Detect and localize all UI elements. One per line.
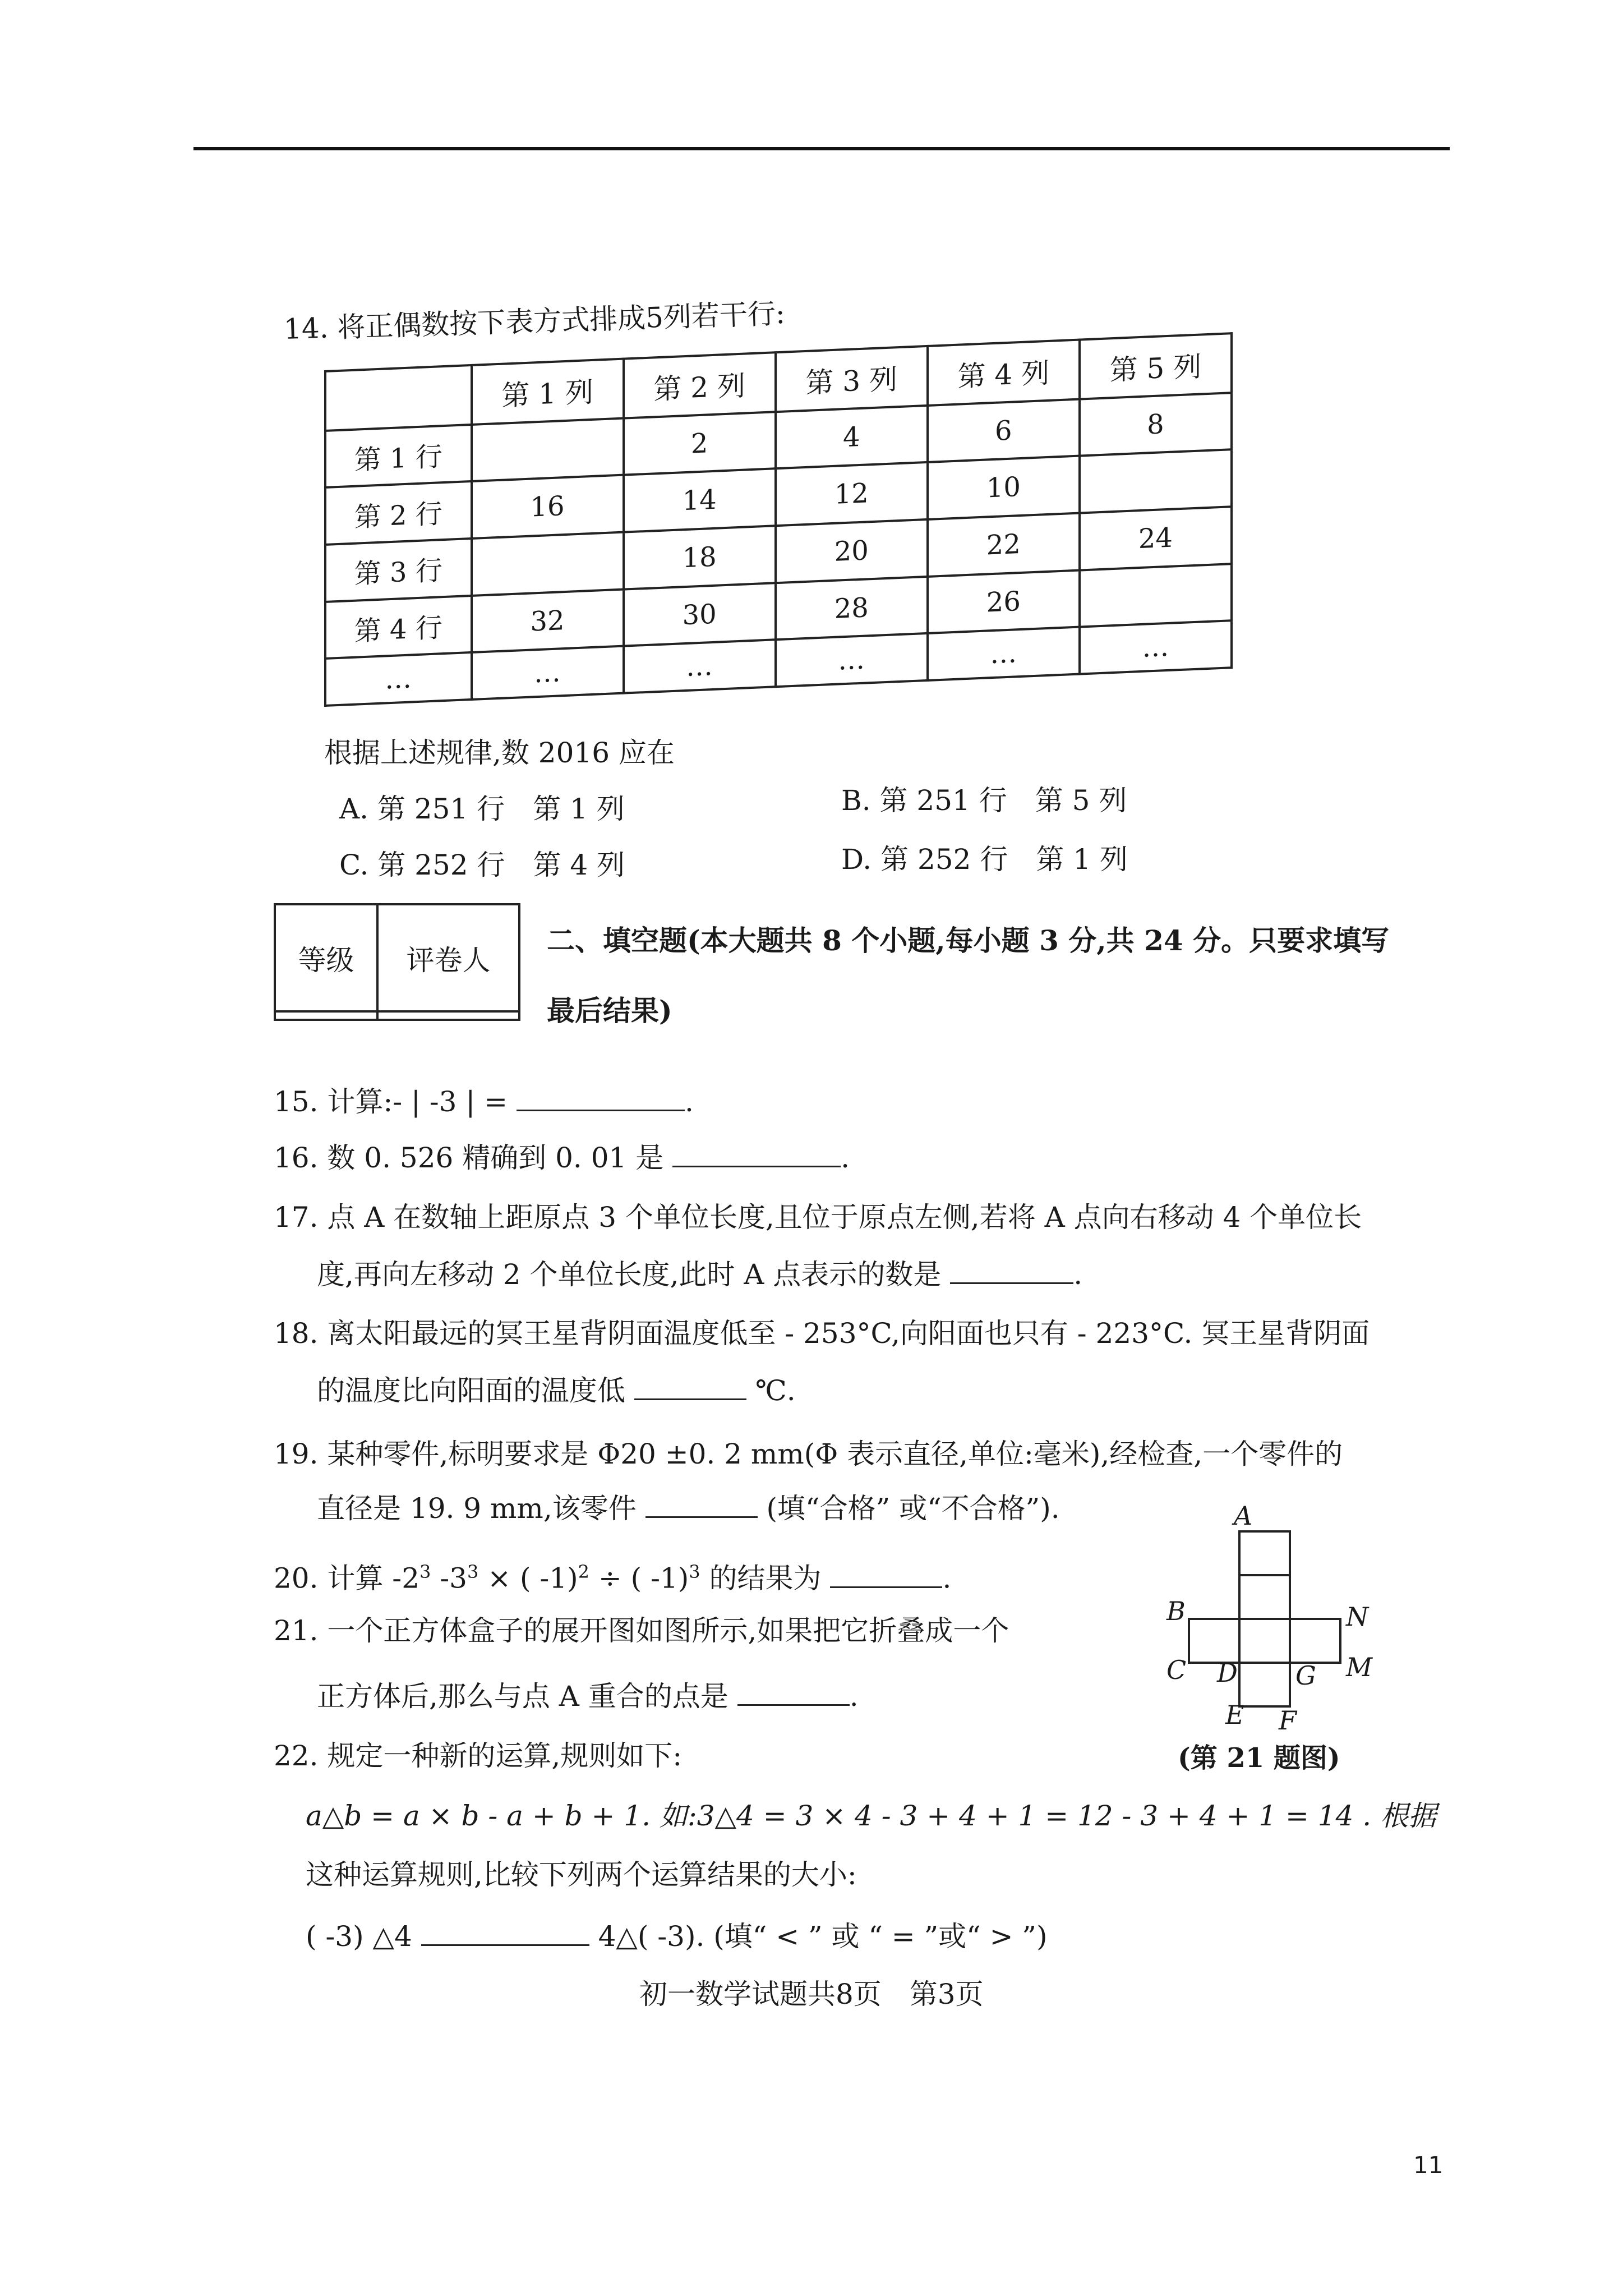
q15: 15. 计算:- | -3 | = . (274, 1083, 694, 1120)
q20-part: ÷ ( -1) (589, 1562, 689, 1595)
net-label-f: F (1279, 1705, 1297, 1736)
q19-hint: (填“合格” 或“不合格”). (766, 1492, 1060, 1525)
q20-part: 20. 计算 -2 (274, 1562, 420, 1595)
q15-answer-blank[interactable] (517, 1083, 685, 1111)
q21-answer-blank[interactable] (737, 1677, 850, 1706)
page-footer: 初一数学试题共8页 第3页 (639, 1978, 984, 2010)
q14-option-b: B. 第 251 行 第 5 列 (841, 784, 1127, 817)
table-cell: … (1080, 621, 1232, 674)
q16-text: 16. 数 0. 526 精确到 0. 01 是 (274, 1142, 664, 1174)
q20: 20. 计算 $-2^3$ $-3^3$ × ( -1)$^2$ ÷ ( -1)$^3$ 的结果为 . (274, 1554, 951, 1596)
q18-answer-blank[interactable] (634, 1372, 746, 1400)
table-cell: 28 (776, 577, 928, 640)
table-cell: 6 (928, 399, 1080, 462)
q20-answer-blank[interactable] (830, 1559, 942, 1588)
table-cell: 20 (776, 519, 928, 583)
table-cell: 第 1 行 (325, 425, 472, 488)
net-label-n: N (1346, 1602, 1369, 1632)
q16-answer-blank[interactable] (672, 1139, 841, 1167)
table-cell: 第 2 行 (325, 481, 472, 545)
q20-part: -3 (431, 1562, 467, 1595)
table-cell: 第 3 行 (325, 539, 472, 602)
table-cell: 24 (1080, 507, 1232, 570)
table-cell (472, 418, 624, 481)
table-header-cell: 第 2 列 (624, 352, 776, 418)
q22-expr-right: 4△( -3). (填“ < ” 或 “ = ”或“ > ”) (598, 1920, 1048, 1953)
table-cell: 26 (928, 570, 1080, 633)
q15-text: 15. 计算:- | -3 | = (274, 1085, 508, 1118)
grading-level-field[interactable] (275, 1011, 377, 1020)
table-cell (1080, 450, 1232, 513)
q22-line1: 22. 规定一种新的运算,规则如下: (274, 1740, 683, 1772)
q20-exponent: 2 (578, 1561, 589, 1582)
q22-expr-left: ( -3) △4 (306, 1920, 412, 1953)
table-cell: 10 (928, 456, 1080, 519)
table-header-cell: 第 3 列 (776, 346, 928, 412)
net-label-c: C (1166, 1655, 1187, 1685)
table-cell: 4 (776, 406, 928, 469)
grading-level-label: 等级 (275, 904, 377, 1011)
q19-line2 (317, 1489, 1060, 1526)
table-cell: 2 (624, 412, 776, 475)
q19-text: 直径是 19. 9 mm,该零件 (317, 1492, 637, 1525)
net-label-d: D (1217, 1658, 1238, 1688)
table-cell (1080, 564, 1232, 627)
q14-title: 14. 将正偶数按下表方式排成5列若干行: (283, 297, 786, 346)
table-cell: 18 (624, 526, 776, 589)
table-cell: 14 (624, 469, 776, 532)
q16: 16. 数 0. 526 精确到 0. 01 是 . (274, 1139, 850, 1176)
table-header-cell: 第 1 列 (472, 359, 624, 425)
q17-line1: 17. 点 A 在数轴上距原点 3 个单位长度,且位于原点左侧,若将 A 点向右移动 4 个单位长 (274, 1201, 1362, 1234)
table-cell (472, 532, 624, 596)
q14-option-c: C. 第 252 行 第 4 列 (339, 849, 625, 881)
q18-line2 (317, 1372, 796, 1409)
top-rule (193, 147, 1450, 150)
table-header-cell: 第 4 列 (928, 340, 1080, 406)
page-number: 11 (1413, 2151, 1444, 2179)
q22-line3: 这种运算规则,比较下列两个运算结果的大小: (306, 1858, 857, 1891)
net-label-m: M (1346, 1652, 1373, 1682)
cube-net-diagram (1155, 1503, 1391, 1767)
table-cell: … (472, 646, 624, 700)
q20-part: 的结果为 (700, 1562, 822, 1595)
q17-text: 度,再向左移动 2 个单位长度,此时 A 点表示的数是 (317, 1258, 942, 1291)
table-cell: 12 (776, 462, 928, 526)
grading-grader-label: 评卷人 (377, 904, 519, 1011)
grading-grader-field[interactable] (377, 1011, 519, 1020)
net-label-g: G (1295, 1660, 1316, 1691)
table-cell: 30 (624, 583, 776, 646)
q18-unit: ℃. (755, 1374, 796, 1407)
table-cell: … (928, 627, 1080, 680)
table-cell: 22 (928, 513, 1080, 577)
q20-exponent: 3 (419, 1561, 431, 1582)
q18-line1: 18. 离太阳最远的冥王星背阴面温度低至 - 253°C,向阳面也只有 - 223°C. 冥王星背阴面 (274, 1317, 1370, 1350)
q14-option-a: A. 第 251 行 第 1 列 (339, 793, 625, 825)
q21-line1: 21. 一个正方体盒子的展开图如图所示,如果把它折叠成一个 (274, 1614, 1009, 1647)
section2-title: 二、填空题(本大题共 8 个小题,每小题 3 分,共 24 分。只要求填写 (547, 924, 1390, 957)
q20-exponent: 3 (467, 1561, 479, 1582)
grading-box (274, 903, 520, 1021)
q14-table (324, 332, 1233, 707)
q20-exponent: 3 (689, 1561, 700, 1582)
section2-title-cont: 最后结果) (547, 994, 672, 1027)
table-header-cell: 第 5 列 (1080, 333, 1232, 399)
q14-question: 根据上述规律,数 2016 应在 (324, 737, 675, 769)
q22-line2: a△b = a × b - a + b + 1. 如:3△4 = 3 × 4 - 3 + 4 + 1 = 12 - 3 + 4 + 1 = 14 . 根据 (306, 1800, 1437, 1832)
q17-line2: 度,再向左移动 2 个单位长度,此时 A 点表示的数是 . (317, 1255, 1082, 1292)
table-cell: 8 (1080, 393, 1232, 456)
q14-option-d: D. 第 252 行 第 1 列 (841, 843, 1128, 876)
q19-line1: 19. 某种零件,标明要求是 Φ20 ±0. 2 mm(Φ 表示直径,单位:毫米),经检查,一个零件的 (274, 1438, 1343, 1470)
q18-text: 的温度比向阳面的温度低 (317, 1374, 625, 1407)
net-label-b: B (1166, 1596, 1186, 1626)
q17-answer-blank[interactable] (950, 1255, 1073, 1284)
net-label-a: A (1234, 1501, 1253, 1531)
table-header-cell (325, 365, 472, 431)
q21-line2: 正方体后,那么与点 A 重合的点是 . (317, 1677, 859, 1714)
net-label-e: E (1225, 1700, 1244, 1730)
table-cell: 16 (472, 475, 624, 539)
q21-text: 正方体后,那么与点 A 重合的点是 (317, 1680, 728, 1713)
q22-line4 (306, 1917, 1047, 1954)
table-cell: 32 (472, 589, 624, 652)
table-cell: … (325, 652, 472, 706)
q19-answer-blank[interactable] (645, 1489, 758, 1518)
table-cell: 第 4 行 (325, 596, 472, 659)
cube-net-figure (1155, 1503, 1391, 1767)
table-cell: … (776, 633, 928, 687)
q20-part: × ( -1) (478, 1562, 578, 1595)
table-cell: … (624, 640, 776, 693)
q22-answer-blank[interactable] (421, 1917, 589, 1946)
figure-caption: (第 21 题图) (1178, 1742, 1340, 1774)
